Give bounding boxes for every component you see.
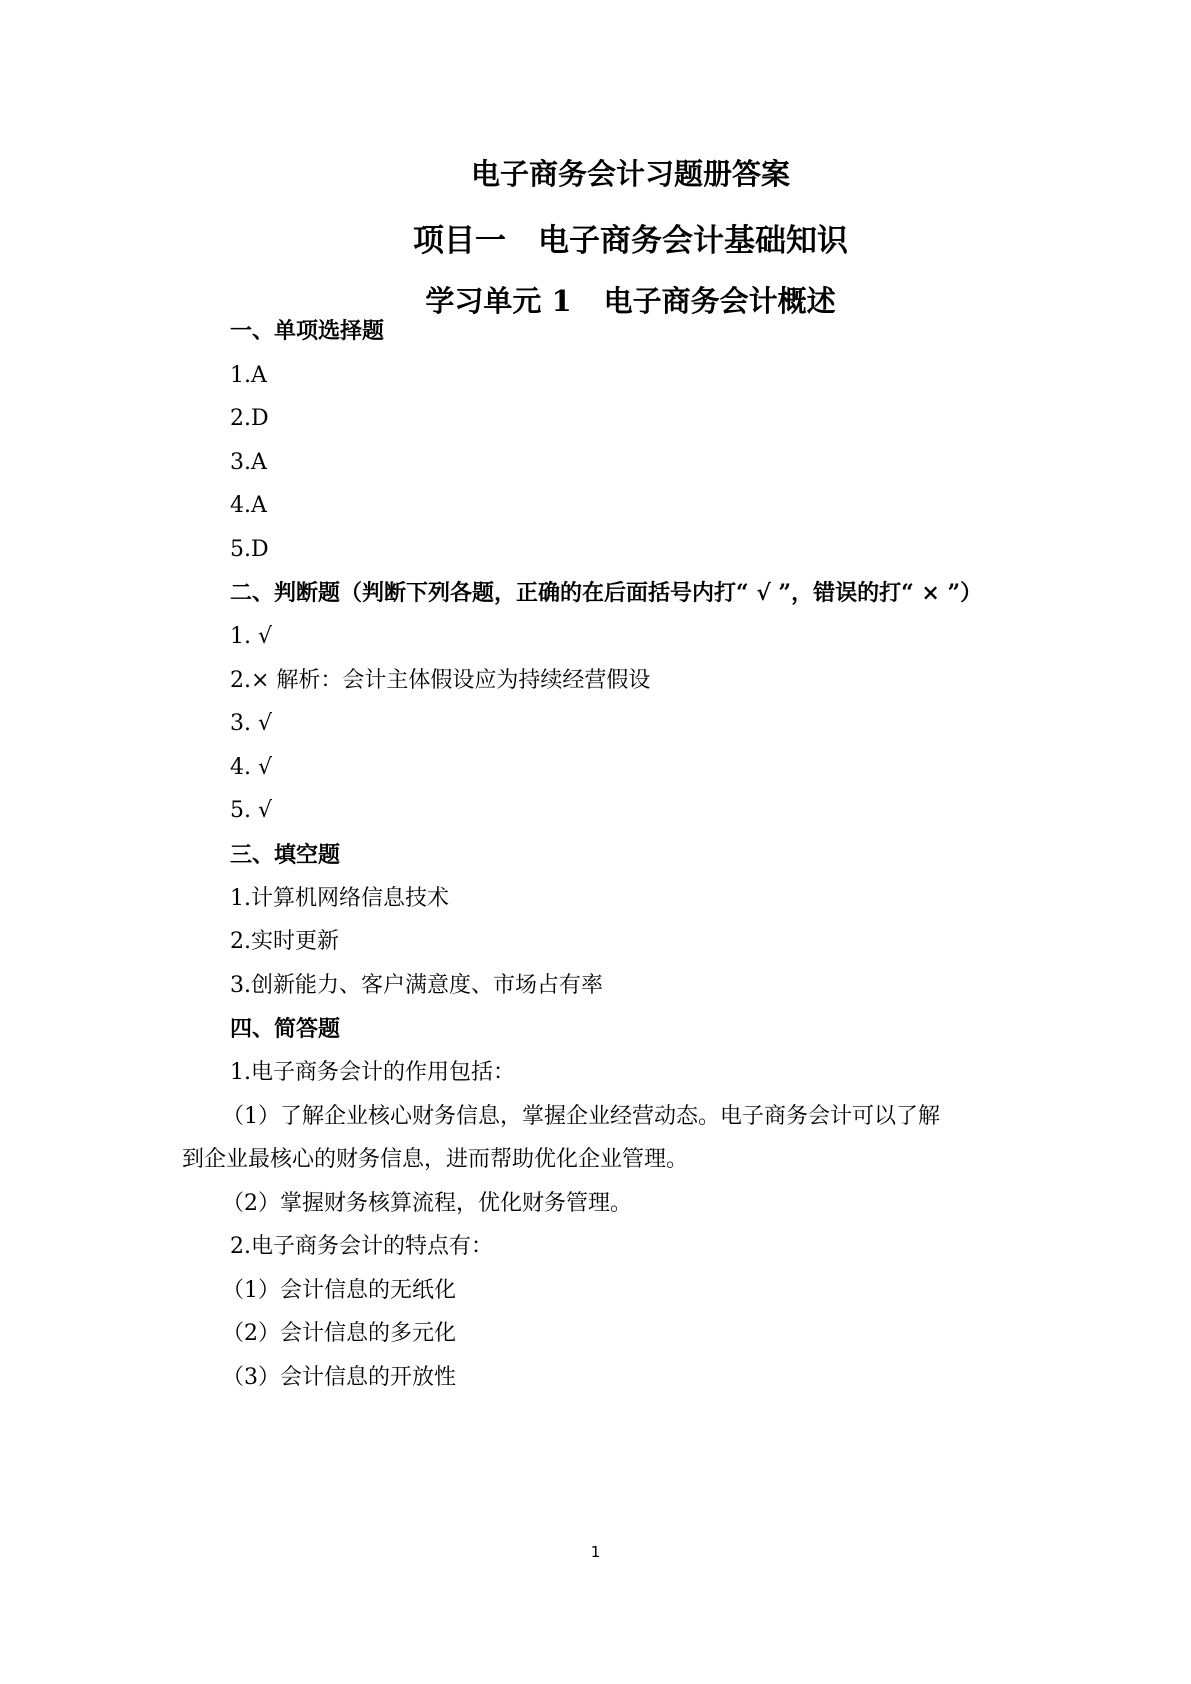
project-title bbox=[0, 215, 1191, 260]
project-label: 项目一 bbox=[413, 223, 506, 259]
answer-line: 2.× 解析：会计主体假设应为持续经营假设 bbox=[230, 668, 651, 693]
answer-line: 4.A bbox=[230, 493, 267, 518]
answer-intro: 2.电子商务会计的特点有： bbox=[230, 1234, 493, 1259]
answer-line: 3.A bbox=[230, 450, 267, 475]
answer-paragraph-continuation: 到企业最核心的财务信息，进而帮助优化企业管理。 bbox=[182, 1147, 689, 1172]
answer-line: 1.A bbox=[230, 363, 267, 388]
answer-line: 2.实时更新 bbox=[230, 929, 339, 954]
unit-title bbox=[0, 279, 1191, 320]
answer-point: （1）会计信息的无纸化 bbox=[222, 1278, 456, 1303]
answer-intro: 1.电子商务会计的作用包括： bbox=[230, 1060, 515, 1085]
project-name: 电子商务会计基础知识 bbox=[538, 223, 848, 259]
answer-line: 2.D bbox=[230, 406, 269, 431]
answer-paragraph: （1）了解企业核心财务信息，掌握企业经营动态。电子商务会计可以了解 bbox=[222, 1104, 940, 1129]
answer-line: 1. √ bbox=[230, 624, 273, 649]
answer-line: 3.创新能力、客户满意度、市场占有率 bbox=[230, 973, 603, 998]
unit-name: 电子商务会计概述 bbox=[603, 284, 836, 318]
section-heading-single-choice: 一、单项选择题 bbox=[230, 318, 385, 344]
answer-point: （3）会计信息的开放性 bbox=[222, 1365, 456, 1390]
unit-label: 学习单元 1 bbox=[425, 284, 572, 318]
page-number: 1 bbox=[590, 1543, 601, 1561]
section-heading-fill-blank: 三、填空题 bbox=[230, 842, 341, 868]
answer-paragraph: （2）掌握财务核算流程，优化财务管理。 bbox=[222, 1191, 632, 1216]
answer-line: 3. √ bbox=[230, 711, 273, 736]
document-title: 电子商务会计习题册答案 bbox=[470, 157, 790, 191]
answer-line: 1.计算机网络信息技术 bbox=[230, 886, 449, 911]
answer-line: 4. √ bbox=[230, 755, 273, 780]
section-heading-short-answer: 四、简答题 bbox=[230, 1016, 341, 1042]
answer-point: （2）会计信息的多元化 bbox=[222, 1321, 456, 1346]
section-heading-true-false: 二、判断题（判断下列各题，正确的在后面括号内打“ √ ”，错误的打“ × ”） bbox=[230, 580, 983, 606]
answer-line: 5. √ bbox=[230, 798, 273, 823]
answer-line: 5.D bbox=[230, 537, 269, 562]
